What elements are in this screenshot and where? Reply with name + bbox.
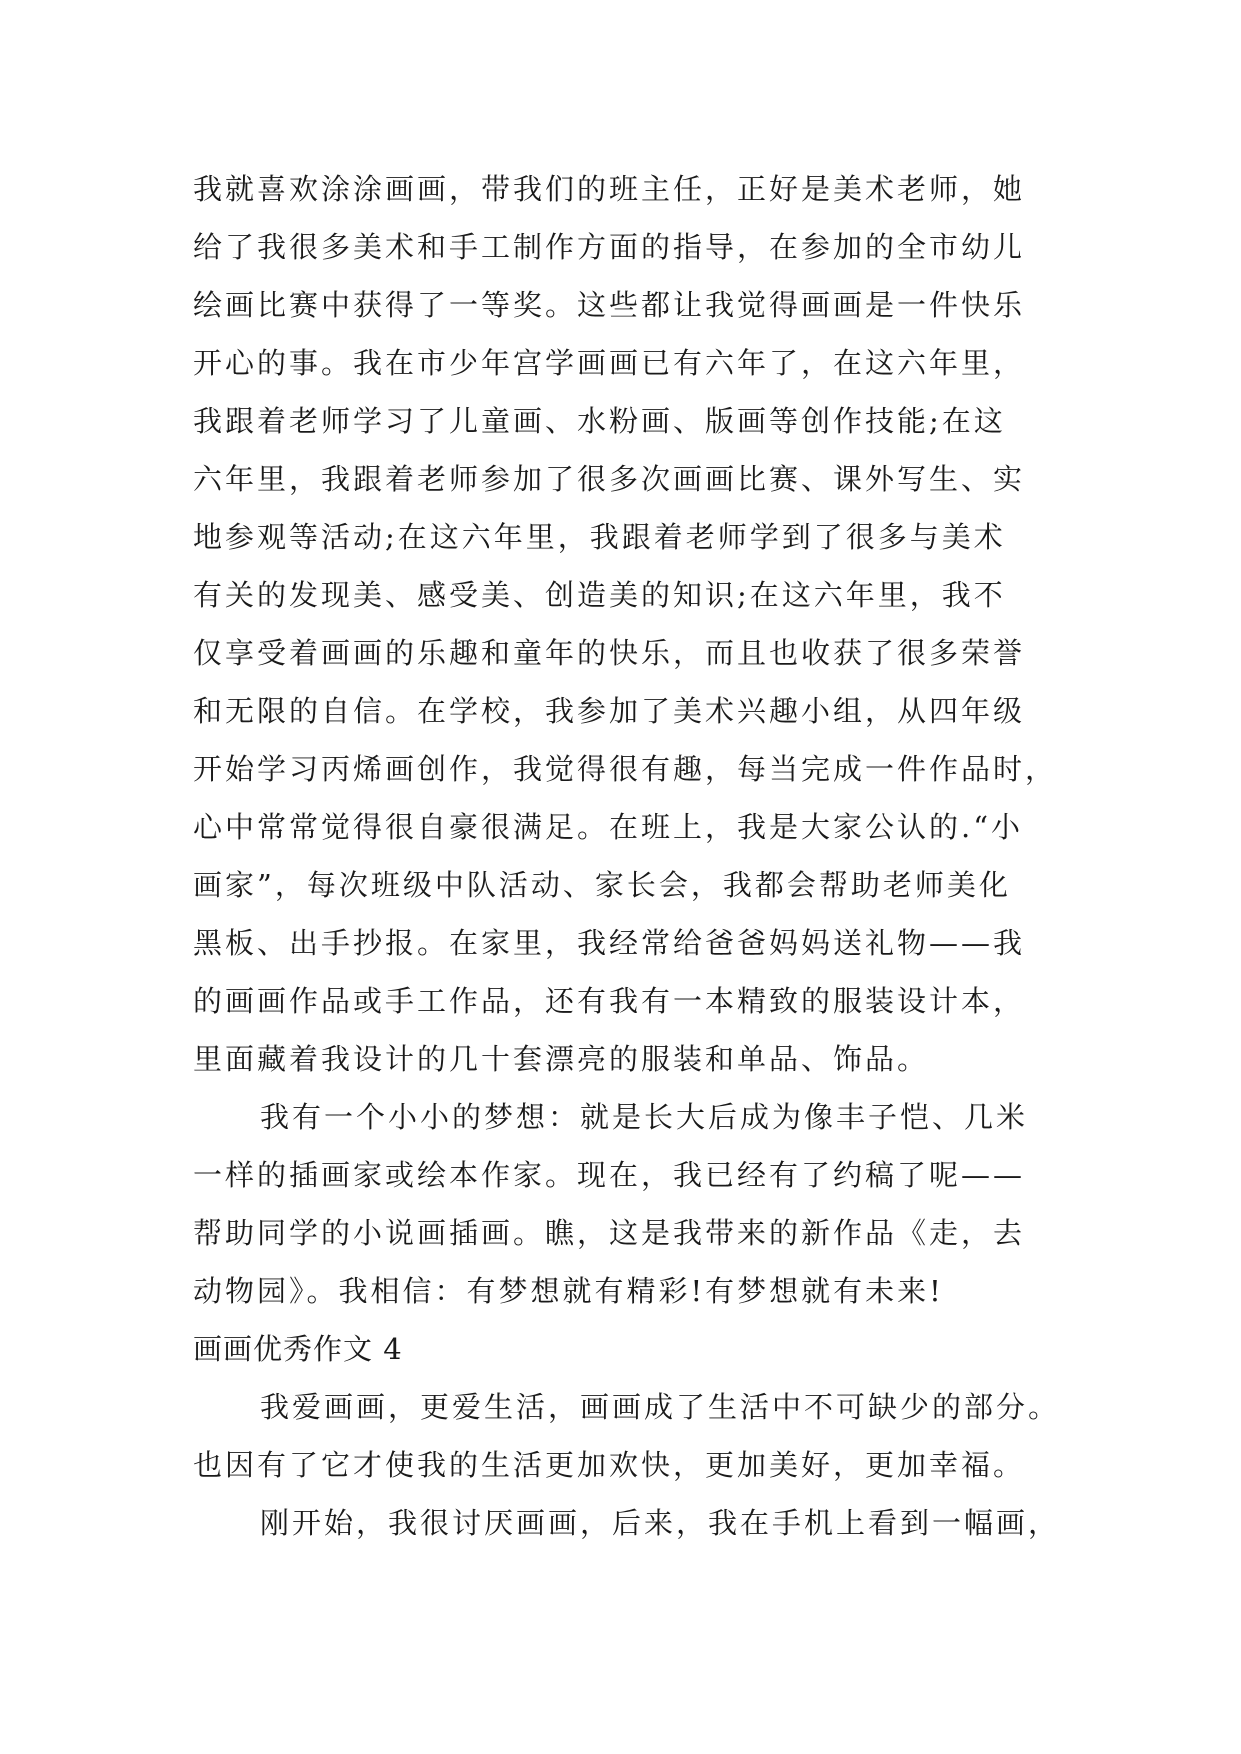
paragraph-1-line: 六年里，我跟着老师参加了很多次画画比赛、课外写生、实 — [193, 462, 1026, 496]
paragraph-2-line: 动物园》。我相信：有梦想就有精彩!有梦想就有未来! — [193, 1274, 944, 1308]
paragraph-1-line: 开心的事。我在市少年宫学画画已有六年了，在这六年里， — [193, 346, 1026, 380]
paragraph-1-line: 里面藏着我设计的几十套漂亮的服装和单品、饰品。 — [193, 1042, 930, 1076]
paragraph-2-line: 我有一个小小的梦想：就是长大后成为像丰子恺、几米 — [260, 1100, 1029, 1134]
paragraph-1-line: 心中常常觉得很自豪很满足。在班上，我是大家公认的.“小 — [193, 810, 1024, 844]
section-heading: 画画优秀作文 4 — [193, 1332, 403, 1366]
paragraph-1-line: 我跟着老师学习了儿童画、水粉画、版画等创作技能;在这 — [193, 404, 1006, 438]
paragraph-4-line: 刚开始，我很讨厌画画，后来，我在手机上看到一幅画， — [260, 1506, 1061, 1540]
paragraph-1-line: 绘画比赛中获得了一等奖。这些都让我觉得画画是一件快乐 — [193, 288, 1026, 322]
paragraph-1-line: 仅享受着画画的乐趣和童年的快乐，而且也收获了很多荣誉 — [193, 636, 1026, 670]
paragraph-1-line: 黑板、出手抄报。在家里，我经常给爸爸妈妈送礼物——我 — [193, 926, 1026, 960]
paragraph-2-line: 帮助同学的小说画插画。瞧，这是我带来的新作品《走，去 — [193, 1216, 1026, 1250]
paragraph-2-line: 一样的插画家或绘本作家。现在，我已经有了约稿了呢—— — [193, 1158, 1026, 1192]
paragraph-1-line: 画家”，每次班级中队活动、家长会，我都会帮助老师美化 — [193, 868, 1011, 902]
paragraph-1-line: 地参观等活动;在这六年里，我跟着老师学到了很多与美术 — [193, 520, 1006, 554]
paragraph-1-line: 给了我很多美术和手工制作方面的指导，在参加的全市幼儿 — [193, 230, 1026, 264]
paragraph-1-line: 有关的发现美、感受美、创造美的知识;在这六年里，我不 — [193, 578, 1006, 612]
paragraph-1-line: 和无限的自信。在学校，我参加了美术兴趣小组，从四年级 — [193, 694, 1026, 728]
paragraph-1-line: 我就喜欢涂涂画画，带我们的班主任，正好是美术老师，她 — [193, 172, 1026, 206]
paragraph-1-line: 开始学习丙烯画创作，我觉得很有趣，每当完成一件作品时， — [193, 752, 1058, 786]
paragraph-3-line: 我爱画画，更爱生活，画画成了生活中不可缺少的部分。 — [260, 1390, 1061, 1424]
paragraph-3-line: 也因有了它才使我的生活更加欢快，更加美好，更加幸福。 — [193, 1448, 1026, 1482]
essay-text — [193, 160, 1073, 1552]
paragraph-1-line: 的画画作品或手工作品，还有我有一本精致的服装设计本， — [193, 984, 1026, 1018]
